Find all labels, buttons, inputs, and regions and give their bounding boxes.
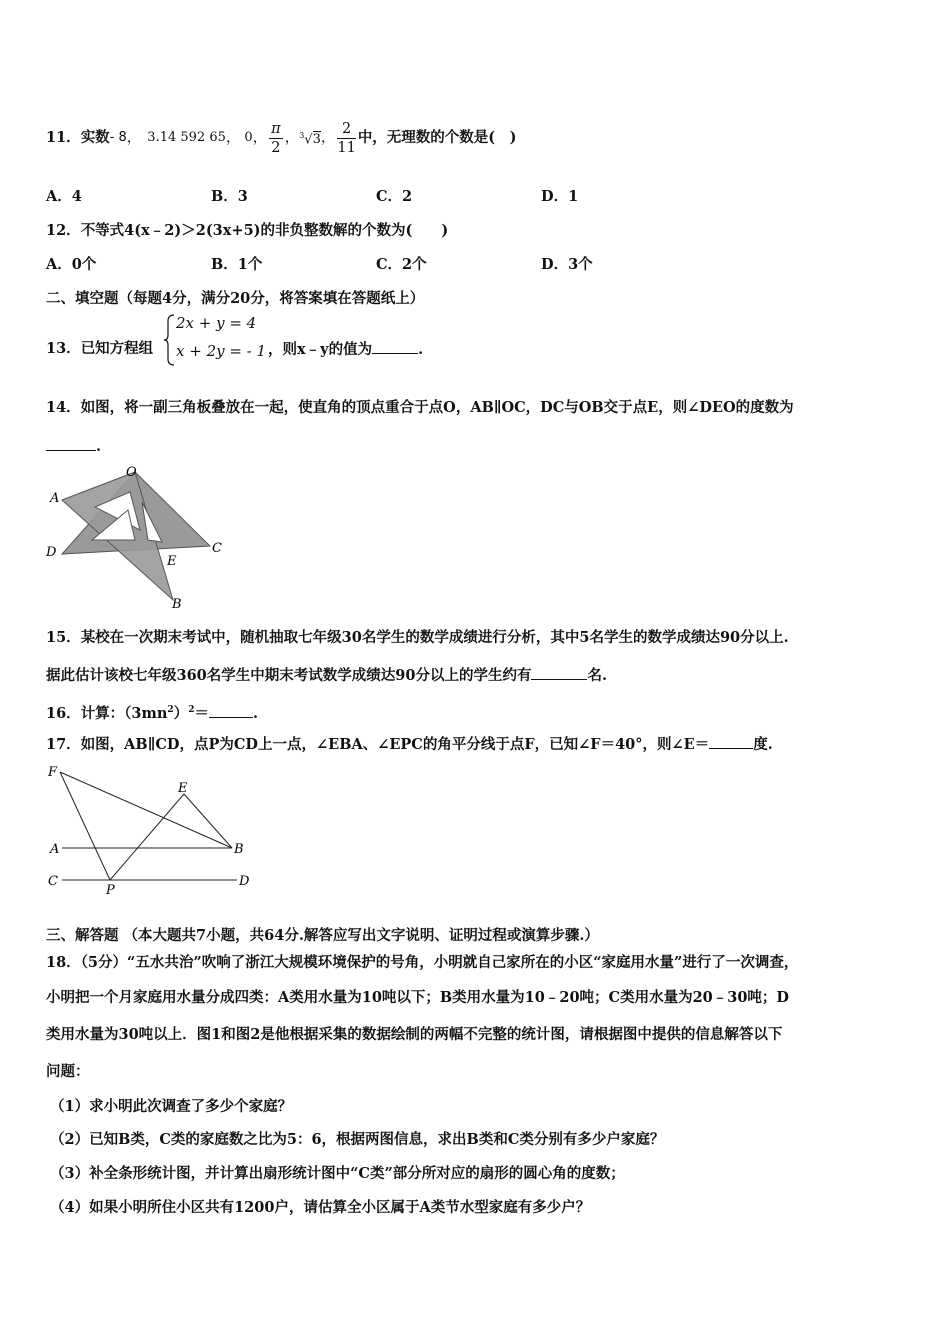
radical-sign-icon: √ — [304, 132, 313, 148]
q15-text-2: 据此估计该校七年级360名学生中期末考试数学成绩达90分以上的学生约有 — [46, 667, 532, 684]
q18-sub-4: （4）如果小明所住小区共有1200户，请估算全小区属于A类节水型家庭有多少户？ — [50, 1199, 591, 1216]
label-b: B — [172, 597, 182, 612]
q13-end: . — [418, 341, 424, 358]
label-p: P — [106, 883, 115, 898]
q11-option-b: B．3 — [211, 188, 248, 205]
label-c: C — [48, 874, 58, 889]
q18-sub-1: （1）求小明此次调查了多少个家庭？ — [50, 1098, 293, 1115]
q15-line-2 — [46, 665, 607, 686]
label-e: E — [167, 554, 177, 569]
q16-mid: ） — [173, 704, 189, 722]
q16-answer-blank — [209, 703, 253, 718]
q18-text-1: （5分）“五水共治”吹响了浙江大规模环境保护的号角，小明就自己家所在的小区“家庭用水量”进行了一次调查， — [80, 954, 799, 971]
q18-line-3: 类用水量为30吨以上．图1和图2是他根据采集的数据绘制的两幅不完整的统计图，请根据图中提供的信息解答以下 — [46, 1026, 783, 1043]
label-d: D — [46, 545, 57, 560]
q12-number: 12． — [46, 222, 81, 239]
q17-answer-blank — [709, 734, 753, 749]
q13-number: 13． — [46, 340, 81, 357]
q16-line — [46, 700, 258, 724]
q11-line — [46, 118, 517, 158]
left-brace-icon — [164, 313, 176, 367]
q12-text: 不等式4(x﹣2)＞2(3x+5)的非负整数解的个数为( ) — [80, 222, 449, 239]
q14-answer-blank — [46, 436, 96, 451]
q14-end: . — [96, 438, 102, 455]
q15-answer-blank — [531, 665, 587, 680]
q14-text: 如图，将一副三角板叠放在一起，使直角的顶点重合于点O，AB∥OC，DC与OB交于点E，则∠DEO的度数为 — [80, 399, 794, 416]
q11-suffix: 中，无理数的个数是( ) — [357, 129, 517, 146]
q13-line — [46, 339, 153, 359]
label-e: E — [178, 781, 188, 796]
q11-number: 11． — [46, 129, 81, 146]
section-3-title: 三、解答题 （本大题共7小题，共64分.解答应写出文字说明、证明过程或演算步骤.） — [46, 927, 599, 944]
q13-suffix-line — [268, 339, 423, 360]
label-c: C — [212, 541, 222, 556]
q13-equation-1: 2x + y = 4 — [176, 314, 257, 332]
q18-sub-2: （2）已知B类，C类的家庭数之比为5：6，根据两图信息，求出B类和C类分别有多少户家庭？ — [50, 1131, 665, 1148]
q13-equation-system — [164, 313, 274, 367]
q18-line-2: 小明把一个月家庭用水量分成四类：A类用水量为10吨以下；B类用水量为10﹣20吨；C类用水量为20﹣30吨；D — [46, 989, 790, 1006]
q11-pi-fraction — [269, 120, 283, 157]
q11-value-3: 0 — [244, 130, 253, 145]
q11-sep: ， — [320, 130, 336, 146]
q11-sep: ， — [284, 130, 300, 146]
q11-pi-num: π — [271, 120, 281, 137]
q17-geometry-figure — [42, 760, 272, 900]
q11-option-a: A．4 — [46, 188, 82, 205]
q16-exp-2: 2 — [188, 705, 195, 715]
segment-eb — [184, 794, 232, 848]
q11-cube-root — [299, 126, 321, 150]
q14-line — [46, 398, 794, 418]
q16-exp-1: 2 — [167, 705, 174, 715]
q11-prefix: 实数 — [80, 129, 110, 146]
q15-number: 15． — [46, 629, 81, 646]
q13-answer-blank — [372, 339, 418, 354]
q11-root-index: 3 — [299, 130, 305, 140]
section-2-title: 二、填空题（每题4分，满分20分，将答案填在答题纸上） — [46, 290, 425, 307]
q15-end: 名. — [587, 667, 608, 684]
q18-sub-3: （3）补全条形统计图，并计算出扇形统计图中“C类”部分所对应的扇形的圆心角的度数； — [50, 1165, 625, 1182]
q11-sep: ， — [126, 130, 142, 146]
segment-fb — [60, 772, 232, 848]
q16-number: 16． — [46, 704, 81, 722]
q14-number: 14． — [46, 399, 81, 416]
q16-prefix: 计算：（3mn — [80, 704, 168, 722]
q14-triangle-figure — [40, 462, 240, 612]
q15-line-1 — [46, 628, 789, 648]
q15-text-1: 某校在一次期末考试中，随机抽取七年级30名学生的数学成绩进行分析，其中5名学生的数学成绩达90分以上. — [80, 629, 789, 646]
q11-sep: ， — [225, 130, 241, 146]
segment-pe — [110, 794, 184, 880]
label-a: A — [50, 842, 60, 857]
q18-line-4: 问题： — [46, 1063, 90, 1080]
q11-value-2: 3.14 592 65 — [147, 130, 226, 145]
q17-number: 17． — [46, 736, 81, 753]
label-o: O — [126, 465, 137, 480]
q11-value-1: - 8 — [109, 130, 127, 145]
q11-option-c: C．2 — [376, 188, 413, 205]
q11-fraction — [337, 120, 355, 157]
q11-sep: ， — [252, 130, 268, 146]
label-d: D — [239, 874, 250, 889]
q17-line — [46, 734, 773, 755]
q17-end: 度. — [753, 736, 773, 753]
label-a: A — [50, 491, 60, 506]
q12-option-b: B．1个 — [211, 256, 263, 273]
q12-line — [46, 221, 448, 241]
q16-end: . — [252, 704, 259, 722]
q17-text: 如图，AB∥CD，点P为CD上一点，∠EBA、∠EPC的角平分线于点F，已知∠F＝40°，则∠E＝ — [80, 736, 710, 753]
q12-option-c: C．2个 — [376, 256, 427, 273]
label-b: B — [234, 842, 244, 857]
q13-prefix: 已知方程组 — [80, 340, 154, 357]
segment-fp — [60, 772, 110, 880]
q11-root-radicand: 3 — [312, 132, 321, 148]
q12-option-a: A．0个 — [46, 256, 97, 273]
q11-pi-den: 2 — [271, 139, 281, 156]
label-f: F — [48, 765, 58, 780]
q11-frac-den: 11 — [337, 139, 356, 156]
q18-number: 18． — [46, 954, 81, 971]
q11-option-d: D．1 — [541, 188, 579, 205]
q13-equation-2: x + 2y = - 1 — [176, 342, 267, 360]
q18-line-1 — [46, 953, 798, 973]
q14-blank-line — [46, 436, 101, 457]
q12-option-d: D．3个 — [541, 256, 593, 273]
q16-suffix: ＝ — [194, 704, 209, 722]
q13-suffix: ，则x﹣y的值为 — [268, 341, 373, 358]
q11-frac-num: 2 — [337, 120, 355, 139]
